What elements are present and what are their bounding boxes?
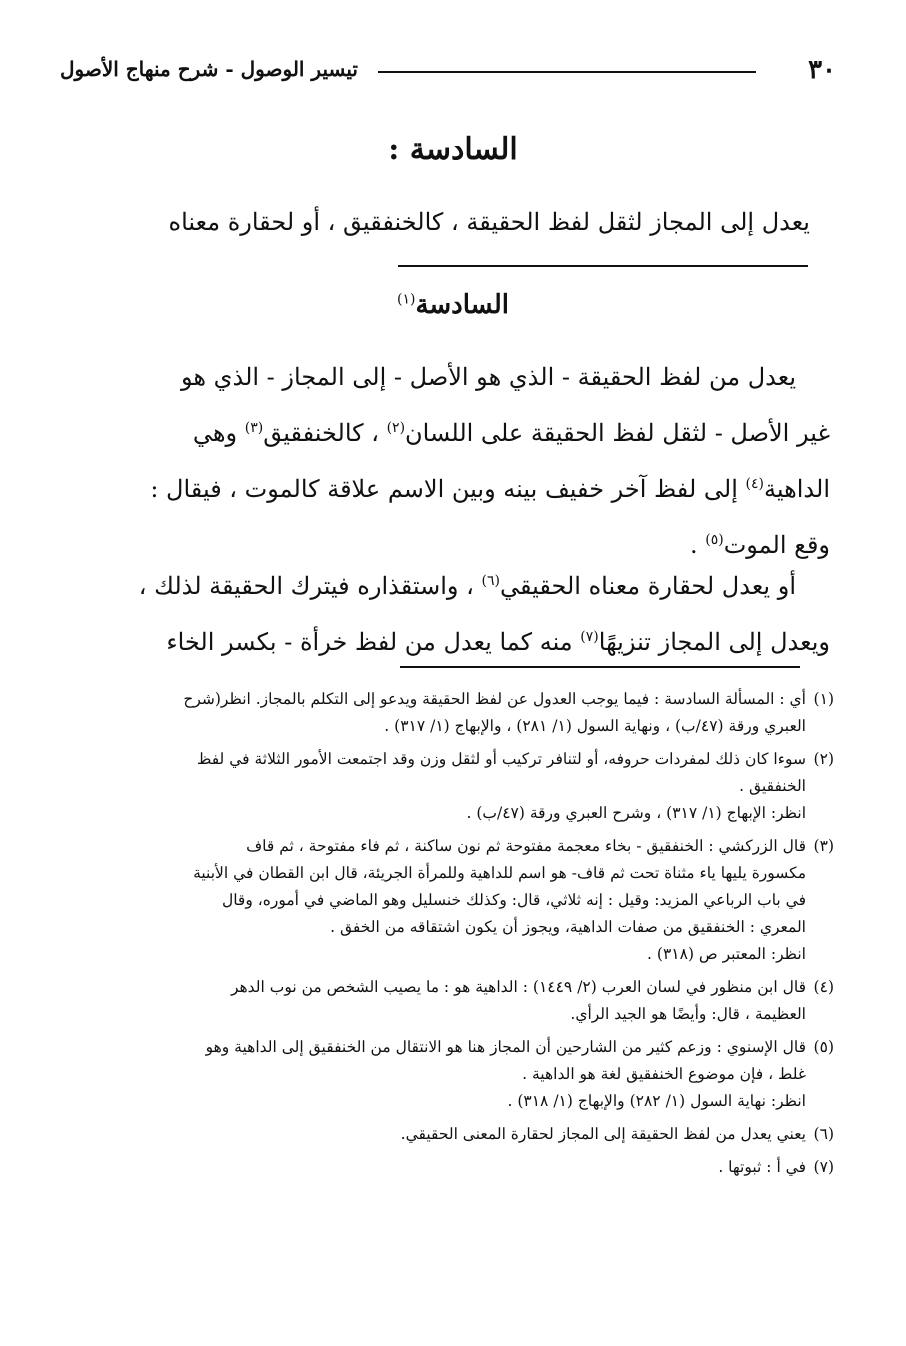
footnote-text: في باب الرباعي المزيد: وقيل : إنه ثلاثي، قال: وكذلك خنسليل وهو الماضي في أموره، وقال (221, 891, 806, 909)
footnote-line (62, 833, 834, 860)
sharh-heading-text: السادسة (415, 290, 510, 320)
footnote-line (62, 1061, 834, 1088)
footnote (62, 974, 834, 1028)
footnote-line (62, 746, 834, 773)
footnote-ref: (٥) (705, 532, 724, 548)
footnote-ref: (٧) (580, 629, 599, 645)
footnote-text: العظيمة ، قال: وأيضًا هو الجيد الرأي. (570, 1005, 806, 1023)
text-line (62, 556, 830, 612)
text-line (62, 612, 830, 668)
footnote-number: (٦) (813, 1125, 834, 1143)
footnote-line (62, 941, 834, 968)
matn-text: يعدل إلى المجاز لثقل لفظ الحقيقة ، كالخنفقيق ، أو لحقارة معناه (168, 208, 810, 236)
footnote-divider (400, 666, 800, 668)
footnote-line (62, 887, 834, 914)
footnote-text: أي : المسألة السادسة : فيما يوجب العدول عن لفظ الحقيقة ويدعو إلى التكلم بالمجاز. انظر(شرح (183, 690, 806, 708)
footnote-number: (١) (813, 690, 834, 708)
footnote-line (62, 1121, 834, 1148)
footnote-text: العبري ورقة (٤٧/ب) ، ونهاية السول (١/ ٢٨١) ، والإبهاج (١/ ٣١٧) . (384, 717, 806, 735)
header-divider (378, 71, 756, 73)
footnote-text: قال الإسنوي : وزعم كثير من الشارحين أن المجاز هنا هو الانتقال من الخنفقيق إلى الداهية وهو (205, 1038, 806, 1056)
footnote-text: مكسورة يليها ياء مثناة تحت ثم قاف- هو اسم للداهية وللمرأة الجريئة، قال ابن القطان في الأبنية (193, 864, 806, 882)
footnote (62, 1154, 834, 1181)
footnote-text: سوءا كان ذلك لمفردات حروفه، أو لتنافر تركيب أو لثقل وزن وقد اجتمعت الأمور الثلاثة في لفظ (196, 750, 806, 768)
text-line (62, 403, 830, 459)
footnote-number: (٢) (813, 750, 834, 768)
footnote-number: (٧) (813, 1158, 834, 1176)
text-segment: وهي (192, 419, 245, 447)
text-segment: الداهية (763, 475, 830, 503)
footnote-line (62, 773, 834, 800)
footnote-number: (٣) (813, 837, 834, 855)
footnote (62, 1034, 834, 1115)
footnote (62, 833, 834, 968)
footnote-line (62, 713, 834, 740)
footnote-line (62, 1034, 834, 1061)
footnote (62, 746, 834, 827)
text-segment: منه كما يعدل من لفظ خرأة - بكسر الخاء (166, 628, 581, 656)
text-segment: إلى لفظ آخر خفيف بينه وبين الاسم علاقة كالموت ، فيقال : (150, 475, 746, 503)
footnote-ref: (٦) (481, 573, 500, 589)
text-segment: يعدل من لفظ الحقيقة - الذي هو الأصل - إلى المجاز - الذي هو (181, 363, 796, 391)
matn-heading: السادسة : (388, 132, 518, 167)
footnote-line (62, 860, 834, 887)
footnote-text: قال الزركشي : الخنفقيق - بخاء معجمة مفتوحة ثم نون ساكنة ، ثم فاء مفتوحة ، ثم قاف (246, 837, 806, 855)
running-title: تيسير الوصول - شرح منهاج الأصول (60, 57, 358, 81)
footnote-number: (٤) (813, 978, 834, 996)
running-header (60, 55, 836, 91)
footnote-text: انظر: الإبهاج (١/ ٣١٧) ، وشرح العبري ورقة (٤٧/ب) . (466, 804, 806, 822)
text-segment: أو يعدل لحقارة معناه الحقيقي (499, 572, 796, 600)
footnote-text: المعري : الخنفقيق من صفات الداهية، ويجوز أن يكون اشتقاقه من الخفق . (330, 918, 806, 936)
text-segment: وقع الموت (723, 531, 830, 559)
footnote-text: قال ابن منظور في لسان العرب (٢/ ١٤٤٩) : الداهية هو : ما يصيب الشخص من نوب الدهر (230, 978, 806, 996)
text-segment: غير الأصل - لثقل لفظ الحقيقة على اللسان (405, 419, 830, 447)
sharh-heading (0, 290, 906, 320)
footnote-line (62, 686, 834, 713)
footnote (62, 686, 834, 740)
text-segment: . (689, 531, 706, 559)
footnote-line (62, 974, 834, 1001)
footnote (62, 1121, 834, 1148)
text-line (62, 459, 830, 515)
sharh-paragraph-2 (62, 556, 830, 668)
footnote-text: الخنفقيق . (739, 777, 806, 795)
text-line (62, 352, 830, 403)
sharh-paragraph-1 (62, 352, 830, 571)
text-segment: ، واستقذاره فيترك الحقيقة لذلك ، (138, 572, 482, 600)
page-number: ٣٠ (808, 55, 836, 85)
text-segment: ، كالخنفقيق (263, 419, 387, 447)
footnote-line (62, 1088, 834, 1115)
footnote-text: انظر: المعتبر ص (٣١٨) . (647, 945, 806, 963)
footnote-line (62, 914, 834, 941)
footnote-line (62, 800, 834, 827)
footnote-ref: (١) (396, 291, 416, 308)
footnote-text: يعني يعدل من لفظ الحقيقة إلى المجاز لحقارة المعنى الحقيقي. (400, 1125, 806, 1143)
footnote-line (62, 1001, 834, 1028)
footnote-ref: (٣) (244, 420, 264, 436)
footnote-text: في أ : ثبوتها . (718, 1158, 806, 1176)
footnote-ref: (٢) (386, 420, 406, 436)
footnote-ref: (٤) (745, 476, 764, 492)
text-segment: ويعدل إلى المجاز تنزيهًا (598, 628, 830, 656)
footnote-text: انظر: نهاية السول (١/ ٢٨٢) والإبهاج (١/ ٣١٨) . (507, 1092, 806, 1110)
footnote-text: غلط ، فإن موضوع الخنفقيق لغة هو الداهية . (522, 1065, 806, 1083)
footnote-line (62, 1154, 834, 1181)
footnote-number: (٥) (813, 1038, 834, 1056)
section-divider (398, 265, 808, 267)
footnotes (62, 686, 834, 1187)
